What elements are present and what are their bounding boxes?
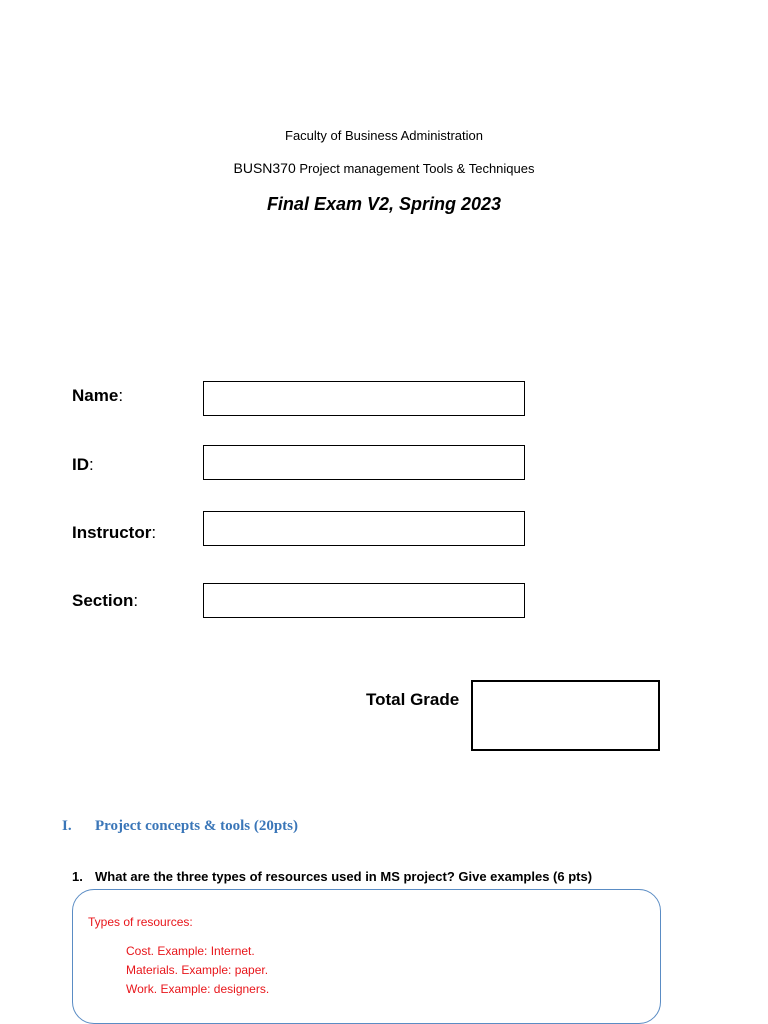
id-label [72,455,94,475]
section-label [72,591,138,611]
exam-title: Final Exam V2, Spring 2023 [266,194,502,214]
section-title: Project concepts & tools (20pts) [95,818,299,834]
course-code: BUSN370 [233,160,296,176]
question-text: What are the three types of resources used in MS project? Give examples (6 pts) [95,869,593,884]
instructor-label-colon: : [151,523,157,542]
id-label-text: ID [72,455,89,474]
section-field[interactable] [203,583,525,618]
section-label-text: Section [72,591,134,610]
course-title [0,160,768,176]
name-label-colon: : [118,386,124,405]
faculty-name: Faculty of Business Administration [285,128,483,143]
answer-heading: Types of resources: [88,915,193,929]
id-field[interactable] [203,445,525,480]
question-number: 1. [72,869,83,884]
instructor-label-text: Instructor [72,523,152,542]
id-label-colon: : [89,455,94,474]
answer-item: Materials. Example: paper. [126,963,269,977]
total-grade-label: Total Grade [366,690,460,709]
answer-item: Cost. Example: Internet. [126,944,255,958]
name-field[interactable] [203,381,525,416]
section-number: I. [62,818,72,834]
name-label-text: Name [72,386,119,405]
instructor-field[interactable] [203,511,525,546]
section-label-colon: : [133,591,139,610]
question-1 [72,869,592,884]
instructor-label [72,523,156,543]
answer-item: Work. Example: designers. [126,982,270,996]
section-heading [62,818,298,835]
name-label [72,386,123,406]
total-grade-box[interactable] [471,680,660,751]
course-name: Project management Tools & Techniques [299,161,535,176]
